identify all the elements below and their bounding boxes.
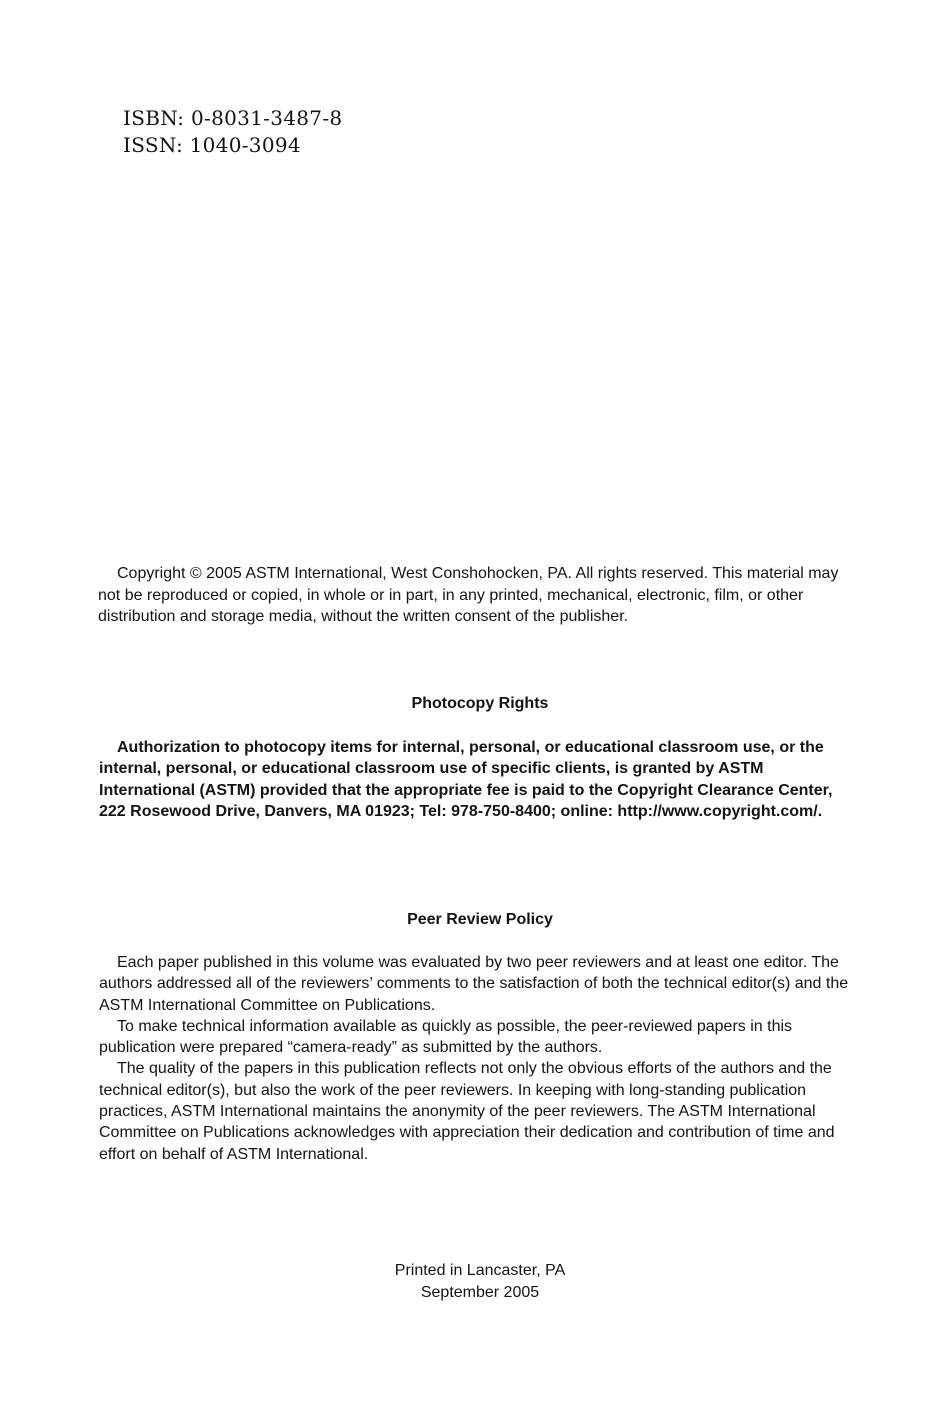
printed-date: September 2005	[420, 1284, 540, 1301]
imprint-block	[5, 1260, 950, 1304]
peer-review-paragraph: To make technical information available as quickly as possible, the peer-reviewed papers in this publication were prepared “camera-ready” as submitted by the authors.	[99, 1017, 793, 1057]
photocopy-rights-heading: Photocopy Rights	[411, 695, 549, 712]
printed-location: Printed in Lancaster, PA	[394, 1262, 566, 1279]
peer-review-heading: Peer Review Policy	[407, 911, 553, 928]
peer-review-section	[99, 952, 855, 1165]
identifier-block	[123, 105, 342, 159]
photocopy-rights-text: Authorization to photocopy items for internal, personal, or educational classroom use, or the internal, personal, or educational classroom use of specific clients, is granted by ASTM International (ASTM) provided that the appropriate fee is paid to the Copyright Clearance Center, 222 Rosewood Drive, Danvers, MA 01923; Tel: 978-750-8400; online: http://www.copyright.com/.	[99, 739, 833, 820]
photocopy-rights-section	[99, 737, 851, 822]
peer-review-paragraph: The quality of the papers in this publication reflects not only the obvious efforts of the authors and the technical editor(s), but also the work of the peer reviewers. In keeping with long-standing publication practices, ASTM International maintains the anonymity of the peer reviewers. The ASTM International Committee on Publications acknowledges with appreciation their dedication and contribution of time and effort on behalf of ASTM International.	[99, 1060, 835, 1163]
peer-review-paragraph: Each paper published in this volume was evaluated by two peer reviewers and at least one editor. The authors addressed all of the reviewers’ comments to the satisfaction of both the technical editor(s) and the ASTM International Committee on Publications.	[99, 954, 849, 1014]
copyright-notice	[98, 563, 850, 628]
isbn-line: ISBN: 0-8031-3487-8	[123, 106, 343, 130]
issn-line: ISSN: 1040-3094	[123, 133, 301, 157]
copyright-text: Copyright © 2005 ASTM International, West Conshohocken, PA. All rights reserved. This material may not be reproduced or copied, in whole or in part, in any printed, mechanical, electronic, film, or other distribution and storage media, without the written consent of the publisher.	[98, 565, 839, 625]
